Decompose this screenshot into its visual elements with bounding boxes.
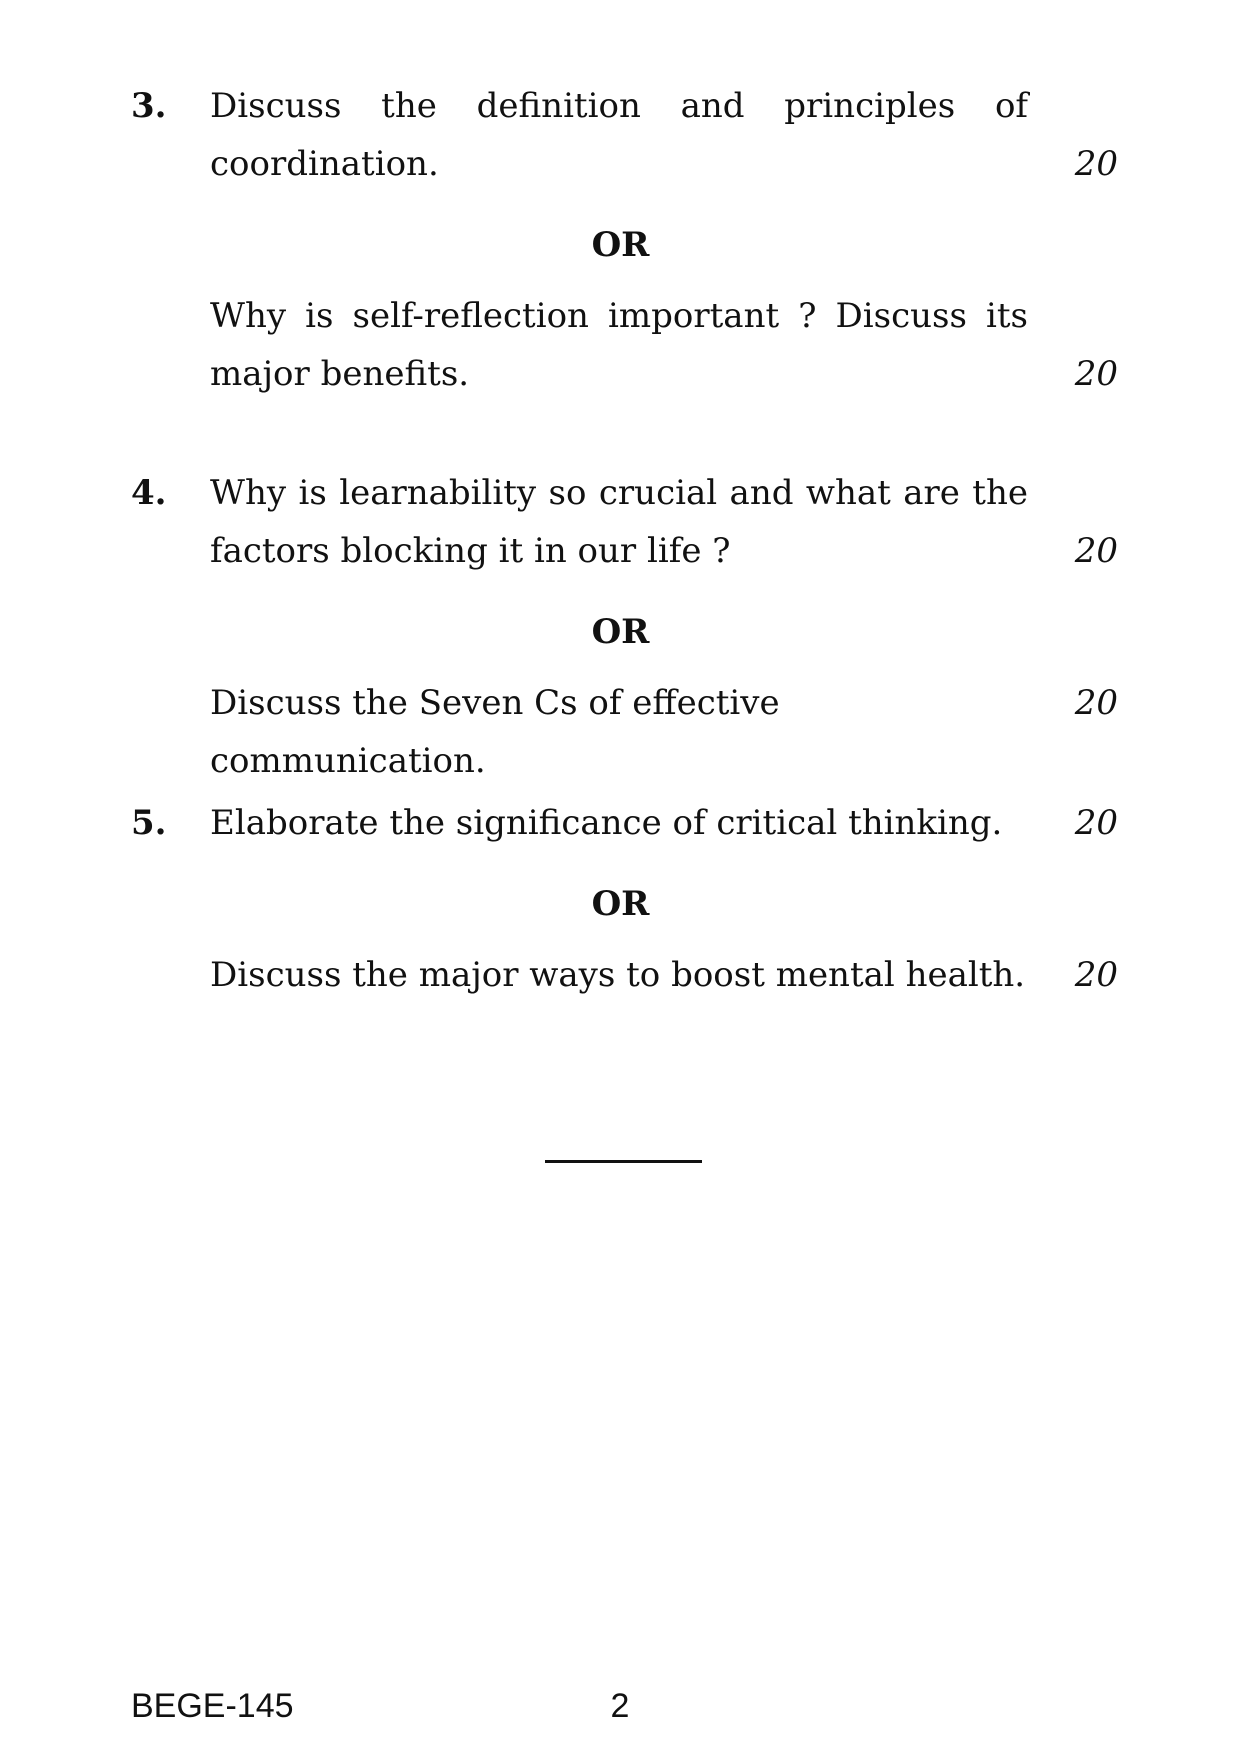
- question-4-number: 4.: [131, 473, 167, 513]
- question-3-number: 3.: [131, 86, 167, 126]
- question-4-or-label: OR: [591, 612, 650, 652]
- question-5-number: 5.: [131, 803, 167, 843]
- question-5-marks: 20: [1074, 803, 1118, 843]
- question-4-alt-marks: 20: [1074, 683, 1118, 723]
- question-3-text: Discuss the definition and principles of coordination.: [210, 86, 1028, 184]
- end-of-questions-rule: [545, 1160, 702, 1163]
- question-5-alt-marks: 20: [1074, 955, 1118, 995]
- course-code: BEGE-145: [131, 1687, 294, 1725]
- page-number: 2: [610, 1687, 630, 1725]
- question-5-text: Elaborate the significance of critical thinking.: [210, 803, 1003, 843]
- question-3-alt-text: Why is self-reflection important ? Discuss its major benefits.: [210, 296, 1028, 394]
- question-3-alt-marks: 20: [1074, 354, 1118, 394]
- question-5-alt-text: Discuss the major ways to boost mental health.: [210, 955, 1026, 995]
- question-4-alt-text: Discuss the Seven Cs of effective communication.: [210, 683, 780, 781]
- question-3-or-label: OR: [591, 225, 650, 265]
- question-4-text: Why is learnability so crucial and what are the factors blocking it in our life ?: [210, 473, 1028, 571]
- question-5-or-label: OR: [591, 884, 650, 924]
- question-4-marks: 20: [1074, 531, 1118, 571]
- question-3-marks: 20: [1074, 144, 1118, 184]
